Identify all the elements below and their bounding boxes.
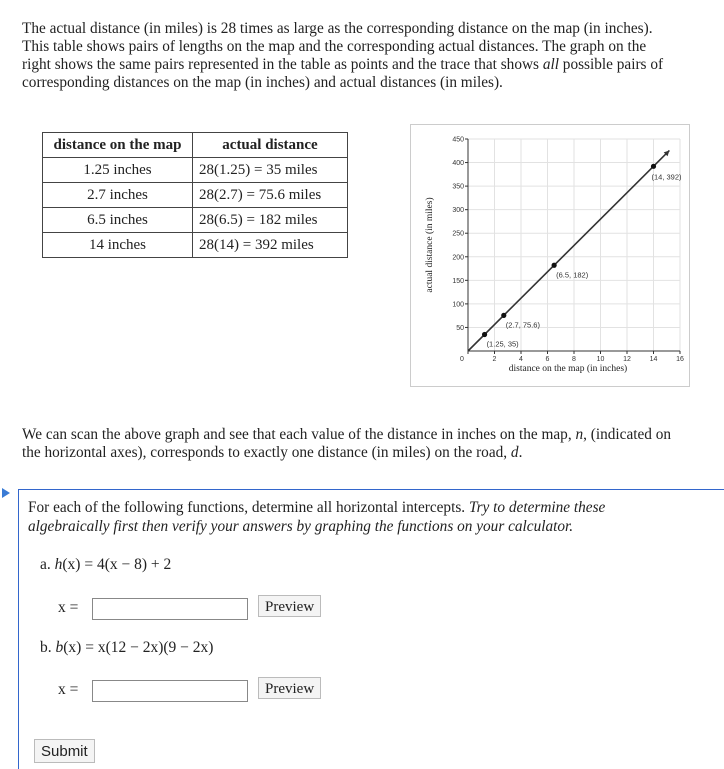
table-cell-map: 1.25 inches xyxy=(43,158,193,183)
x-tick-label: 8 xyxy=(572,356,576,363)
answer-b-input[interactable] xyxy=(92,680,248,702)
intro-line-3-c: possible pairs of xyxy=(558,56,664,73)
question-line-1-b: Try to determine these xyxy=(468,499,606,516)
part-a-prefix: a. xyxy=(40,556,55,573)
x-tick-label: 4 xyxy=(519,356,523,363)
preview-a-button[interactable]: Preview xyxy=(258,595,321,617)
table-header-row xyxy=(43,133,348,158)
intro-line-4: corresponding distances on the map (in inches) and actual distances (in miles). xyxy=(22,74,503,91)
y-tick-label: 400 xyxy=(452,160,464,168)
intro-paragraph xyxy=(22,20,714,92)
table-row xyxy=(43,183,348,208)
intro-line-1: The actual distance (in miles) is 28 times as large as the corresponding distance on the map (in inches). xyxy=(22,20,653,37)
question-line-1-a: For each of the following functions, determine all horizontal intercepts. xyxy=(28,499,469,516)
x-tick-label: 10 xyxy=(596,356,605,363)
y-tick-label: 450 xyxy=(452,136,464,144)
x-tick-label: 14 xyxy=(649,356,658,363)
x-tick-label: 2 xyxy=(492,356,497,363)
table-cell-map: 14 inches xyxy=(43,233,193,258)
submit-button[interactable]: Submit xyxy=(34,739,95,763)
question-line-1 xyxy=(28,498,718,517)
series-line xyxy=(468,150,669,351)
preview-b-button[interactable]: Preview xyxy=(258,677,321,699)
scan-line-2-c: . xyxy=(518,444,523,461)
intro-emphasis-all: all xyxy=(542,56,559,73)
data-point-label: (1.25, 35) xyxy=(486,339,519,349)
data-point xyxy=(552,263,557,268)
part-a-expression: (x) = 4(x − 8) + 2 xyxy=(62,556,172,573)
data-point xyxy=(482,332,487,337)
chart-y-axis-label: actual distance (in miles) xyxy=(425,197,435,293)
part-b-expression: (x) = x(12 − 2x)(9 − 2x) xyxy=(63,639,214,656)
scan-line-1-a: We can scan the above graph and see that each value of the distance in inches on the map, xyxy=(22,426,576,443)
table-header-map: distance on the map xyxy=(43,133,193,158)
part-b-x-label: x = xyxy=(58,681,79,698)
distance-graph xyxy=(410,124,690,387)
table-row xyxy=(43,158,348,183)
distance-table xyxy=(42,132,348,258)
scan-paragraph xyxy=(22,426,722,462)
scan-line-2 xyxy=(22,444,722,462)
table-cell-actual: 28(14) = 392 miles xyxy=(193,233,348,258)
question-instructions xyxy=(28,498,718,536)
table-cell-map: 2.7 inches xyxy=(43,183,193,208)
scan-line-1-c: , (indicated on xyxy=(583,426,672,443)
current-question-arrow-icon xyxy=(2,488,10,498)
y-tick-label: 350 xyxy=(452,183,464,191)
part-a-x-label: x = xyxy=(58,599,79,616)
scan-var-n: n xyxy=(575,426,584,443)
y-tick-label: 250 xyxy=(452,230,464,238)
table-cell-actual: 28(1.25) = 35 miles xyxy=(193,158,348,183)
scan-line-2-a: the horizontal axes), corresponds to exactly one distance (in miles) on the road, xyxy=(22,444,511,461)
y-tick-label: 100 xyxy=(452,301,464,309)
data-point xyxy=(501,313,506,318)
scan-line-1 xyxy=(22,426,722,444)
x-tick-label: 16 xyxy=(676,356,684,363)
part-a-label xyxy=(40,556,171,574)
data-point-label: (14, 392) xyxy=(651,172,682,182)
part-b-label xyxy=(40,639,213,657)
table-row xyxy=(43,233,348,258)
part-b-prefix: b. xyxy=(40,639,56,656)
question-line-2: algebraically first then verify your answers by graphing the functions on your calculator. xyxy=(28,518,574,535)
data-point-label: (6.5, 182) xyxy=(556,270,589,280)
table-cell-actual: 28(2.7) = 75.6 miles xyxy=(193,183,348,208)
table-cell-actual: 28(6.5) = 182 miles xyxy=(193,208,348,233)
x-tick-label: 0 xyxy=(460,356,464,363)
data-point xyxy=(651,164,656,169)
y-tick-label: 300 xyxy=(452,207,464,215)
y-tick-label: 50 xyxy=(456,324,464,332)
chart-plot xyxy=(468,150,682,351)
x-tick-label: 6 xyxy=(545,356,550,363)
chart-x-axis-label: distance on the map (in inches) xyxy=(508,364,628,374)
x-tick-label: 12 xyxy=(623,356,631,363)
intro-line-3-a: right shows the same pairs represented in the table as points and the trace that shows xyxy=(22,56,543,73)
distance-chart xyxy=(411,125,689,386)
y-tick-label: 200 xyxy=(452,254,464,262)
part-a-function-name: h xyxy=(54,556,63,573)
scan-var-d: d xyxy=(510,444,519,461)
part-b-function-name: b xyxy=(55,639,64,656)
answer-a-input[interactable] xyxy=(92,598,248,620)
table-header-actual: actual distance xyxy=(193,133,348,158)
table-cell-map: 6.5 inches xyxy=(43,208,193,233)
data-point-label: (2.7, 75.6) xyxy=(505,320,540,330)
y-tick-label: 150 xyxy=(452,277,464,285)
intro-line-3 xyxy=(22,56,714,74)
table-row xyxy=(43,208,348,233)
intro-line-2: This table shows pairs of lengths on the map and the corresponding actual distances. The graph on the xyxy=(22,38,647,55)
